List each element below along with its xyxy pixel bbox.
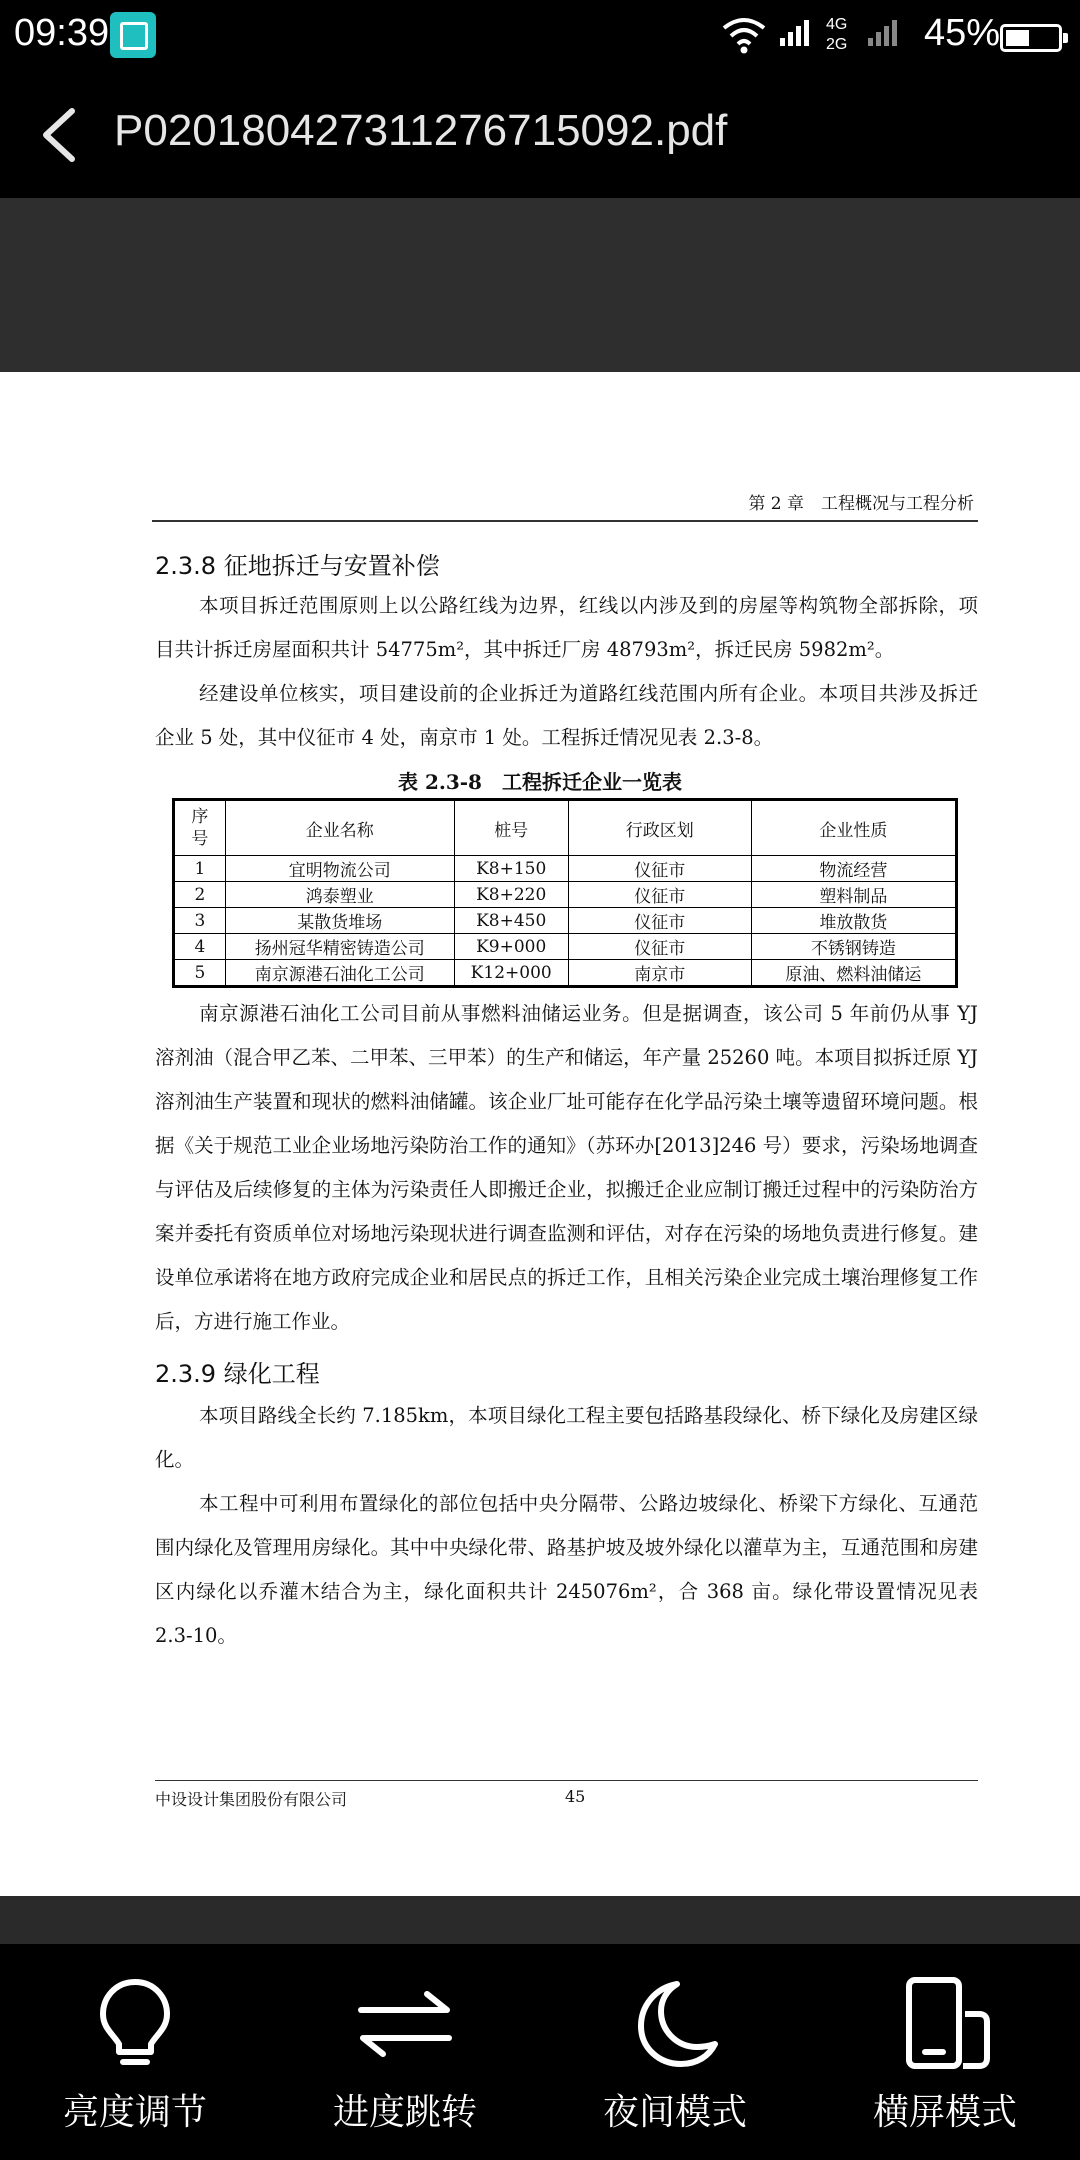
cellular-signal-icon xyxy=(780,14,900,58)
table-cell: K9+000 xyxy=(454,934,568,960)
battery-icon xyxy=(1000,24,1062,52)
table-row xyxy=(174,908,957,934)
table-cell: K8+150 xyxy=(454,856,568,882)
table-cell: 鸿泰塑业 xyxy=(225,882,454,908)
page-footer xyxy=(155,1780,978,1809)
table-header-cell: 桩号 xyxy=(454,800,568,856)
lightbulb-icon xyxy=(85,1974,185,2074)
swap-arrows-icon xyxy=(355,1974,455,2074)
table-header-cell: 序 号 xyxy=(174,800,226,856)
paragraph: 本项目路线全长约 7.185km，本项目绿化工程主要包括路基段绿化、桥下绿化及房建区绿化。 xyxy=(155,1404,978,1471)
page-header xyxy=(152,484,978,522)
progress-jump-button[interactable] xyxy=(270,1944,540,2160)
document-title: P020180427311276715092.pdf xyxy=(114,106,728,155)
table-cell: K8+220 xyxy=(454,882,568,908)
landscape-mode-button[interactable] xyxy=(810,1944,1080,2160)
rotate-screen-icon xyxy=(895,1974,995,2074)
table-cell: 仪征市 xyxy=(568,934,751,960)
table-cell: 某散货堆场 xyxy=(225,908,454,934)
viewer-background xyxy=(0,198,1080,372)
table-header-cell: 行政区划 xyxy=(568,800,751,856)
table-cell: 堆放散货 xyxy=(751,908,956,934)
table-cell: 2 xyxy=(174,882,226,908)
table-cell: 5 xyxy=(174,960,226,987)
bottom-toolbar xyxy=(0,1944,1080,2160)
clock: 09:39 xyxy=(14,12,110,54)
battery-percent: 45% xyxy=(924,12,1001,54)
pdf-page[interactable] xyxy=(0,372,1080,1896)
table-row xyxy=(174,856,957,882)
table-cell: 不锈钢铸造 xyxy=(751,934,956,960)
table-cell: 扬州冠华精密铸造公司 xyxy=(225,934,454,960)
night-mode-button[interactable] xyxy=(540,1944,810,2160)
table-cell: 南京源港石油化工公司 xyxy=(225,960,454,987)
paragraph: 南京源港石油化工公司目前从事燃料油储运业务。但是据调查，该公司 5 年前仍从事 YJ 溶剂油（混合甲乙苯、二甲苯、三甲苯）的生产和储运，年产量 25260 吨。本项目拟拆迁原 YJ 溶剂油生产装置和现状的燃料油储罐。该企业厂址可能存在化学品污染土壤等遗留环境问题。根据《关于规范工业企业场地污染防治工作的通知》（苏环办[2013]246 号）要求，污染场地调查与评估及后续修复的主体为污染责任人即搬迁企业，拟搬迁企业应制订搬迁过程中的污染防治方案并委托有资质单位对场地污染现状进行调查监测和评估，对存在污染的场地负责进行修复。建设单位承诺将在地方政府完成企业和居民点的拆迁工作，且相关污染企业完成土壤治理修复工作后，方进行施工作业。 xyxy=(155,1002,978,1333)
table-caption: 表 2.3-8 工程拆迁企业一览表 xyxy=(398,770,682,794)
brightness-label: 亮度调节 xyxy=(62,2092,207,2133)
table-cell: 塑料制品 xyxy=(751,882,956,908)
table-cell: 4 xyxy=(174,934,226,960)
progress-jump-label: 进度跳转 xyxy=(332,2092,477,2133)
table-cell: K12+000 xyxy=(454,960,568,987)
table-cell: 仪征市 xyxy=(568,908,751,934)
table-header-cell: 企业名称 xyxy=(225,800,454,856)
wifi-icon xyxy=(720,10,768,58)
viewer-background-bottom xyxy=(0,1896,1080,1944)
relocation-table xyxy=(172,798,958,988)
screenshot-icon xyxy=(110,12,156,58)
table-header-cell: 企业性质 xyxy=(751,800,956,856)
table-cell: 1 xyxy=(174,856,226,882)
page-number: 45 xyxy=(565,1787,586,1806)
landscape-mode-label: 横屏模式 xyxy=(872,2092,1017,2133)
status-bar xyxy=(0,0,1080,72)
chapter-header: 第 2 章 工程概况与工程分析 xyxy=(748,494,974,514)
table-cell: 南京市 xyxy=(568,960,751,987)
paragraph: 本工程中可利用布置绿化的部位包括中央分隔带、公路边坡绿化、桥梁下方绿化、互通范围内绿化及管理用房绿化。其中中央绿化带、路基护坡及坡外绿化以灌草为主，互通范围和房建区内绿化以乔灌木结合为主，绿化面积共计 245076m²，合 368 亩。绿化带设置情况见表 2.3-10。 xyxy=(155,1492,978,1647)
footer-company: 中设设计集团股份有限公司 xyxy=(155,1790,348,1809)
back-arrow-icon[interactable] xyxy=(32,105,92,165)
paragraph-block-1 xyxy=(155,584,978,760)
section-heading-238: 2.3.8 征地拆迁与安置补偿 xyxy=(155,552,440,580)
table-cell: 3 xyxy=(174,908,226,934)
title-bar xyxy=(0,72,1080,198)
table-row xyxy=(174,934,957,960)
table-header-row xyxy=(174,800,957,856)
brightness-button[interactable] xyxy=(0,1944,270,2160)
table-cell: 物流经营 xyxy=(751,856,956,882)
moon-icon xyxy=(625,1974,725,2074)
paragraph: 本项目拆迁范围原则上以公路红线为边界，红线以内涉及到的房屋等构筑物全部拆除，项目共计拆迁房屋面积共计 54775m²，其中拆迁厂房 48793m²，拆迁民房 5982m²。 xyxy=(155,594,978,661)
table-cell: K8+450 xyxy=(454,908,568,934)
network-4g-label: 4G xyxy=(826,16,848,33)
table-cell: 仪征市 xyxy=(568,856,751,882)
section-heading-239: 2.3.9 绿化工程 xyxy=(155,1360,320,1388)
table-cell: 宜明物流公司 xyxy=(225,856,454,882)
network-2g-label: 2G xyxy=(826,36,848,53)
night-mode-label: 夜间模式 xyxy=(602,2092,747,2133)
paragraph: 经建设单位核实，项目建设前的企业拆迁为道路红线范围内所有企业。本项目共涉及拆迁企业 5 处，其中仪征市 4 处，南京市 1 处。工程拆迁情况见表 2.3-8。 xyxy=(155,682,978,749)
paragraph-block-2 xyxy=(155,992,978,1344)
table-row xyxy=(174,960,957,987)
paragraph-block-3 xyxy=(155,1394,978,1658)
table-cell: 仪征市 xyxy=(568,882,751,908)
table-row xyxy=(174,882,957,908)
table-cell: 原油、燃料油储运 xyxy=(751,960,956,987)
